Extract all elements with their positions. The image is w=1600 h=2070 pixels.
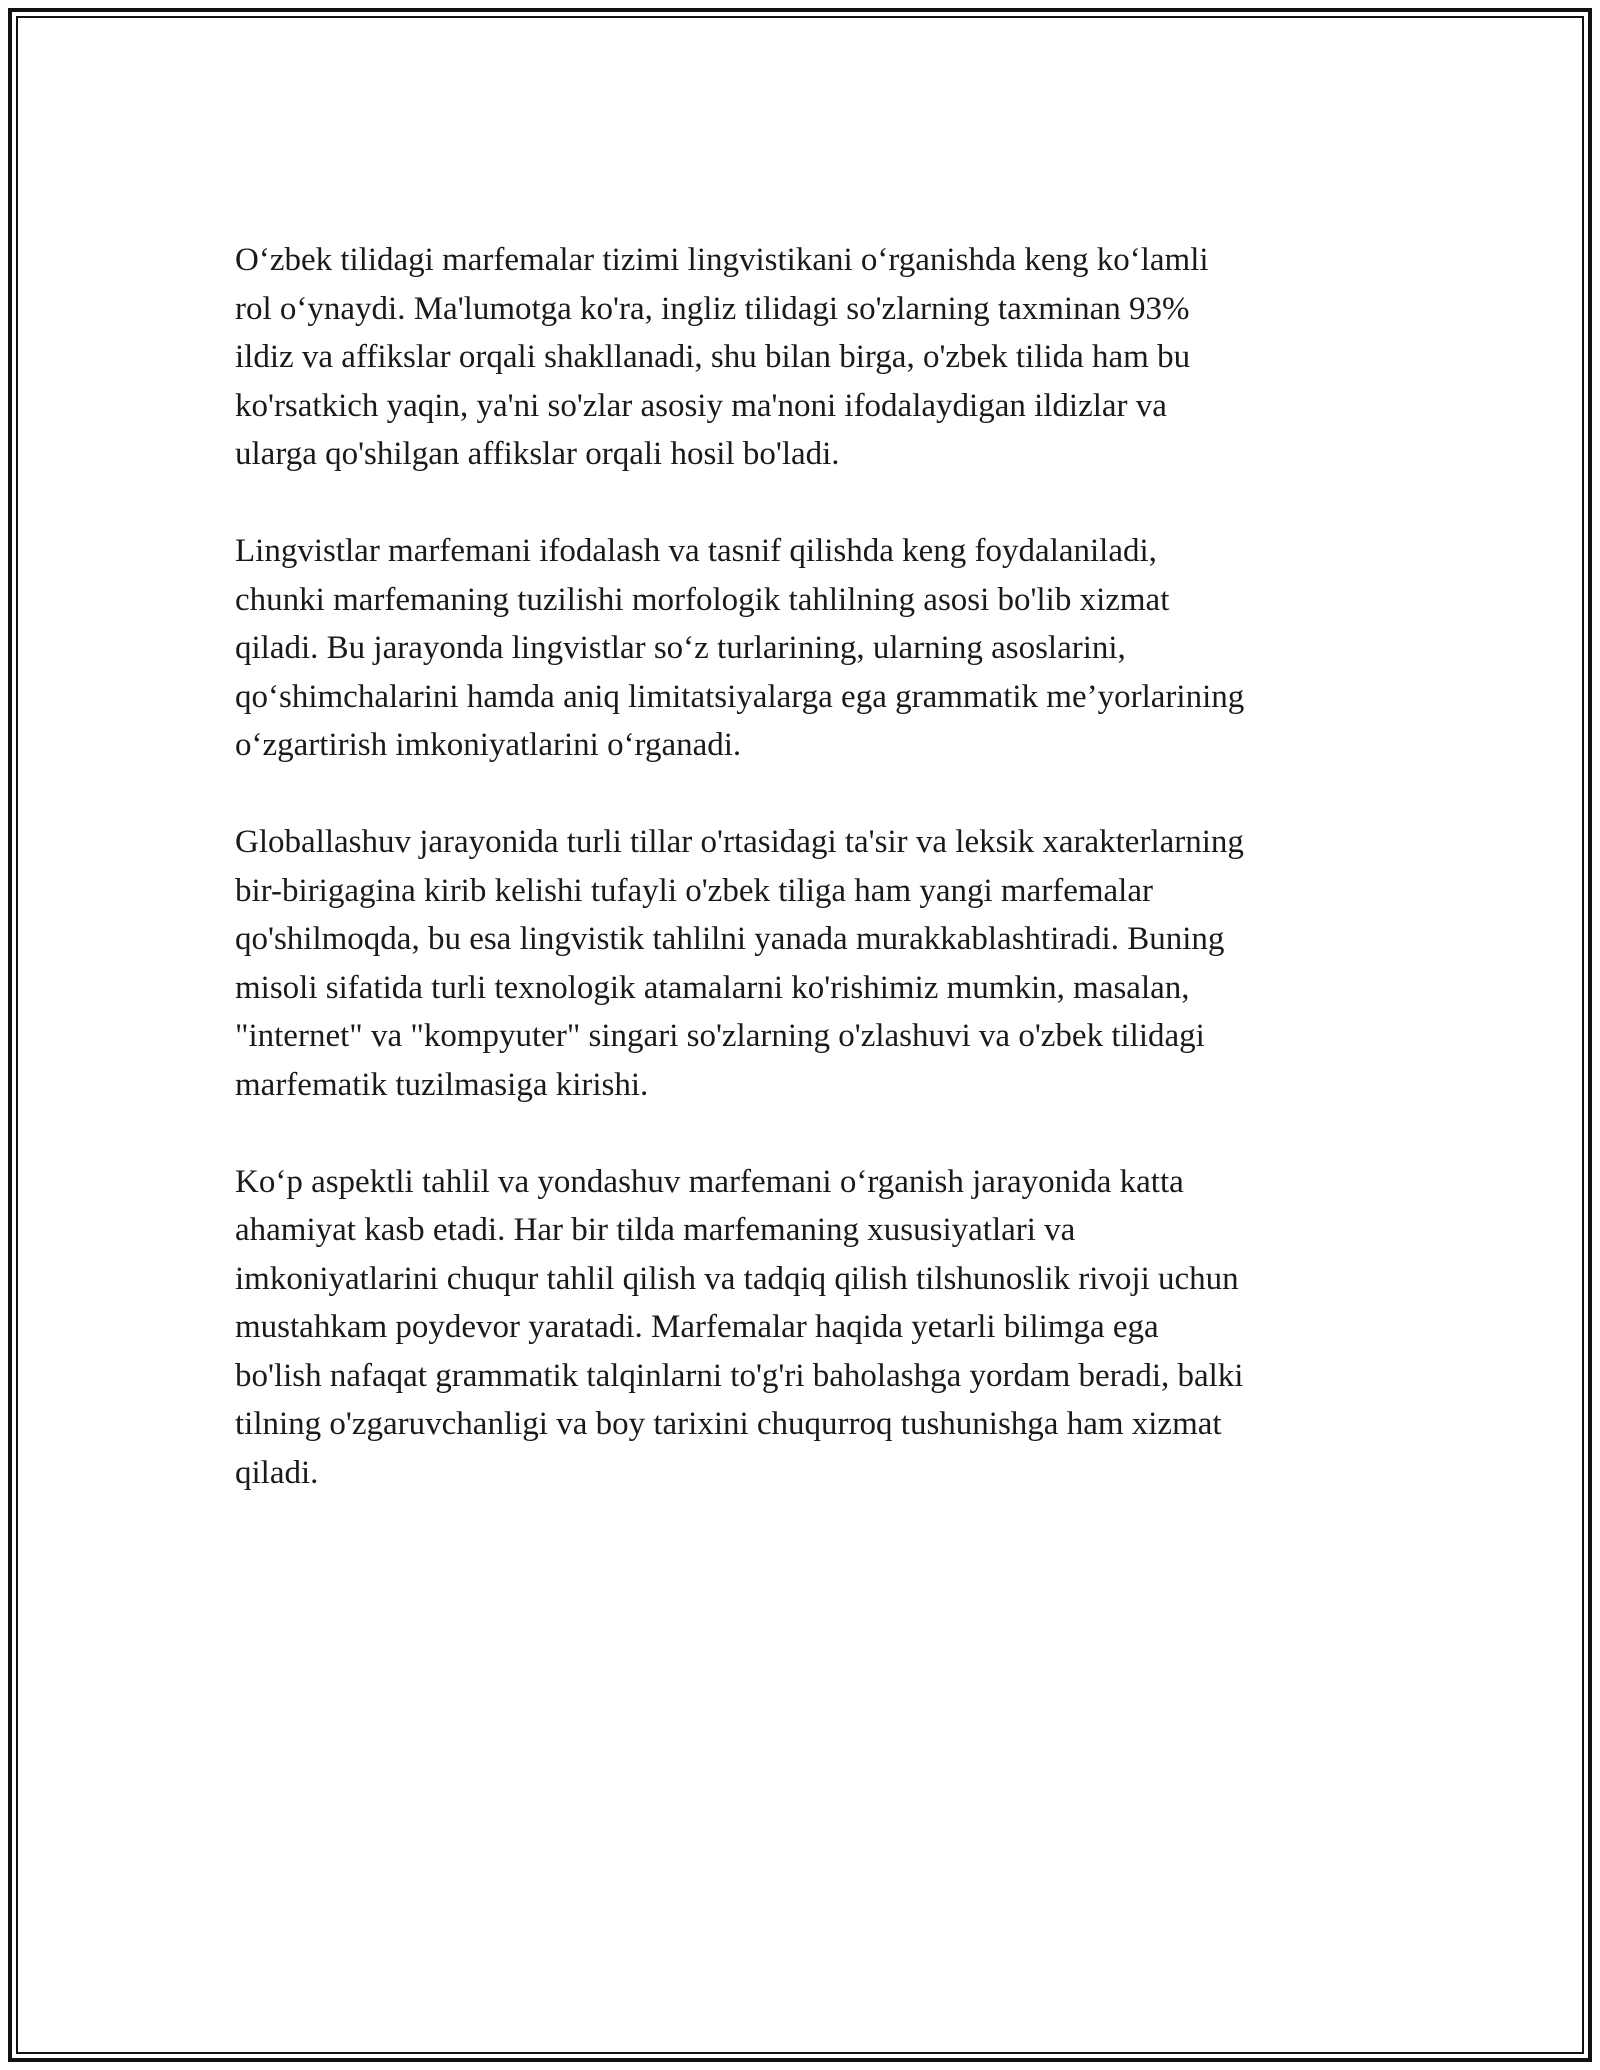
paragraph-2: Lingvistlar marfemani ifodalash va tasnif qilishda keng foydalaniladi, chunki marfemaning tuzilishi morfologik tahlilning asosi bo'lib xizmat qiladi. Bu jarayonda lingvistlar so‘z turlarining, ularning asoslarini, qo‘shimchalarini hamda aniq limitatsiyalarga ega grammatik me’yorlarining o‘zgartirish imkoniyatlarini o‘rganadi. <box>235 533 1245 763</box>
paragraph-3: Globallashuv jarayonida turli tillar o'rtasidagi ta'sir va leksik xarakterlarning bir-birigagina kirib kelishi tufayli o'zbek tiliga ham yangi marfemalar qo'shilmoqda, bu esa lingvistik tahlilni yanada murakkablashtiradi. Buning misoli sifatida turli texnologik atamalarni ko'rishimiz mumkin, masalan, "internet" va "kompyuter" singari so'zlarning o'zlashuvi va o'zbek tilidagi marfematik tuzilmasiga kirishi. <box>235 824 1244 1103</box>
document-body <box>235 236 1365 1546</box>
paragraph-1: O‘zbek tilidagi marfemalar tizimi lingvistikani o‘rganishda keng ko‘lamli rol o‘ynaydi. Ma'lumotga ko'ra, ingliz tilidagi so'zlarning taxminan 93% ildiz va affikslar orqali shakllanadi, shu bilan birga, o'zbek tilida ham bu ko'rsatkich yaqin, ya'ni so'zlar asosiy ma'noni ifodalaydigan ildizlar va ularga qo'shilgan affikslar orqali hosil bo'ladi. <box>235 242 1209 472</box>
paragraph-4: Ko‘p aspektli tahlil va yondashuv marfemani o‘rganish jarayonida katta ahamiyat kasb etadi. Har bir tilda marfemaning xususiyatlari va imkoniyatlarini chuqur tahlil qilish va tadqiq qilish tilshunoslik rivoji uchun mustahkam poydevor yaratadi. Marfemalar haqida yetarli bilimga ega bo'lish nafaqat grammatik talqinlarni to'g'ri baholashga yordam beradi, balki tilning o'zgaruvchanligi va boy tarixini chuqurroq tushunishga ham xizmat qiladi. <box>235 1163 1244 1491</box>
